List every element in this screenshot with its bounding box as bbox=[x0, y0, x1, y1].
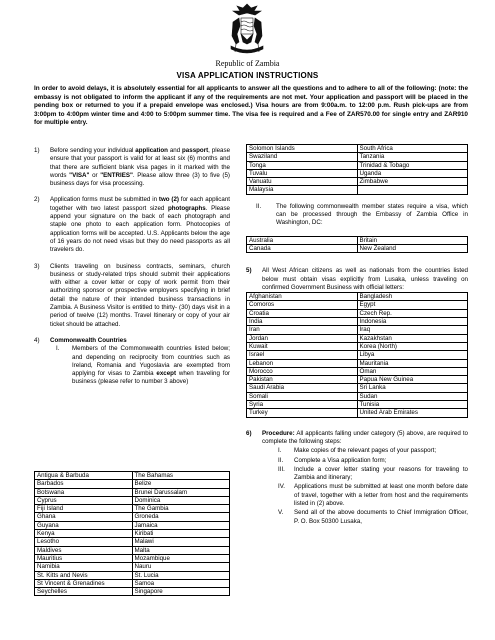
table-cell: Solomon Islands bbox=[247, 145, 358, 153]
table-row bbox=[247, 186, 468, 194]
table-cell: Britain bbox=[357, 236, 468, 244]
table-cell: Kenya bbox=[35, 530, 133, 538]
table-cell: South Africa bbox=[357, 145, 468, 153]
table-row bbox=[247, 409, 468, 417]
table-row bbox=[247, 334, 468, 342]
table-cell: Malaysia bbox=[247, 186, 358, 194]
procedure-step: V. Send all of the above documents to Chief Immigration Officer, P. O. Box 50300 Lusaka, bbox=[278, 509, 468, 525]
table-row bbox=[247, 351, 468, 359]
table-row bbox=[247, 392, 468, 400]
instruction-item-2: 2) Application forms must be submitted in two (2) for each applicant together with two latest passport sized photographs. Please append your signature on the back of each photograph and staple one photo to each application form. Photocopies of application forms will be accepted. U.S. Applicants below the age of 16 years do not need visas but they do need passports as all travelers do. bbox=[34, 196, 230, 254]
table-row bbox=[35, 571, 230, 579]
table-cell: Brunei Darussalam bbox=[132, 488, 230, 496]
table-row bbox=[247, 309, 468, 317]
table-row bbox=[247, 153, 468, 161]
commonwealth-countries-table bbox=[34, 471, 230, 596]
table-cell: United Arab Emirates bbox=[357, 409, 468, 417]
table-cell: Syria bbox=[247, 401, 358, 409]
table-cell: Mauritania bbox=[357, 359, 468, 367]
table-row bbox=[247, 178, 468, 186]
table-row bbox=[35, 554, 230, 562]
table-row bbox=[247, 384, 468, 392]
item-number: 5) bbox=[246, 267, 252, 275]
table-row bbox=[247, 376, 468, 384]
republic-heading: Republic of Zambia bbox=[215, 59, 280, 68]
table-cell: St. Lucia bbox=[132, 571, 230, 579]
table-cell: Comoros bbox=[247, 301, 358, 309]
table-cell: Fiji Island bbox=[35, 505, 133, 513]
commonwealth-table-wrapper bbox=[34, 471, 230, 596]
table-cell: Tunisia bbox=[357, 401, 468, 409]
table-cell: Botswana bbox=[35, 488, 133, 496]
table-cell: India bbox=[247, 318, 358, 326]
table-row bbox=[247, 145, 468, 153]
table-cell: Croatia bbox=[247, 309, 358, 317]
item-number: 6) bbox=[246, 429, 252, 437]
table-cell: Libya bbox=[357, 351, 468, 359]
table-cell: Namibia bbox=[35, 563, 133, 571]
table-cell bbox=[357, 186, 468, 194]
table-cell: Somali bbox=[247, 392, 358, 400]
procedure-step: I. Make copies of the relevant pages of your passport; bbox=[278, 447, 437, 455]
procedure-step: III. Include a cover letter stating your reasons for traveling to Zambia and itinerary; bbox=[278, 465, 468, 482]
item-number: 3) bbox=[34, 262, 40, 270]
table-cell: Tonga bbox=[247, 161, 358, 169]
instruction-item-4 bbox=[34, 337, 230, 387]
lusaka-visa-countries-table bbox=[246, 292, 468, 417]
table-cell: Tuvalu bbox=[247, 169, 358, 177]
procedure-steps bbox=[262, 447, 468, 526]
instruction-item-5: 5) All West African citizens as well as nationals from the countries listed below must obtain visas explicitly from Lusaka, unless traveling on confirmed Government Business with official letters: bbox=[246, 267, 468, 291]
left-column bbox=[34, 147, 230, 395]
table-cell: Kuwait bbox=[247, 342, 358, 350]
table-cell: Pakistan bbox=[247, 376, 358, 384]
table-cell: The Gambia bbox=[132, 505, 230, 513]
table-cell: Nauru bbox=[132, 563, 230, 571]
table-row bbox=[35, 513, 230, 521]
table-cell: Groneda bbox=[132, 513, 230, 521]
table-cell: Afghanistan bbox=[247, 293, 358, 301]
table-cell: Egypt bbox=[357, 301, 468, 309]
page-title: VISA APPLICATION INSTRUCTIONS bbox=[176, 71, 319, 80]
table-row bbox=[247, 244, 468, 252]
commonwealth-subitem-1: I. Members of the Commonwealth countries listed below; and depending on reciprocity from countries such as Ireland, Romania and Yugoslavia are exempted from applying for visas to Zambia except when traveling for business (please refer to number 3 above) bbox=[56, 345, 230, 386]
table-row bbox=[35, 472, 230, 480]
table-cell: Morocco bbox=[247, 367, 358, 375]
table-cell: Mauritius bbox=[35, 554, 133, 562]
table-row bbox=[247, 367, 468, 375]
table-row bbox=[35, 488, 230, 496]
procedure-step: II. Complete a Visa application form; bbox=[278, 456, 387, 464]
procedure-step: IV. Applications must be submitted at least one month before date of travel, together with a letter from host and the requirements listed in (2) above. bbox=[278, 483, 468, 507]
item-number: 2) bbox=[34, 196, 40, 204]
instruction-item-6: 6) Procedure: All applicants falling under category (5) above, are required to complete the following steps: I. Make copies of the relevant pages of your passport; II. Complete a Visa application form; III. Include a cover letter stating your reasons for traveling to Zambia and itinerary; IV. Applications must be submitted at least one month before date of travel, together with a letter from host and the requirements listed in (2) above. V. Send all of the above documents to Chief Immigration Officer, P. O. Box 50300 Lusaka, bbox=[246, 429, 468, 525]
table-cell: Lebanon bbox=[247, 359, 358, 367]
table-cell: Korea (North) bbox=[357, 342, 468, 350]
table-row bbox=[247, 318, 468, 326]
table-row bbox=[247, 342, 468, 350]
table-cell: Malta bbox=[132, 546, 230, 554]
table-cell: Barbados bbox=[35, 480, 133, 488]
coat-of-arms-icon bbox=[227, 2, 267, 58]
table-cell: Jordan bbox=[247, 334, 358, 342]
table-cell: Czech Rep. bbox=[357, 309, 468, 317]
table-row bbox=[35, 579, 230, 587]
table-row bbox=[35, 521, 230, 529]
table-cell: Saudi Arabia bbox=[247, 384, 358, 392]
table-row bbox=[247, 401, 468, 409]
table-cell: Ghana bbox=[35, 513, 133, 521]
table-cell: St Vincent & Grenadines bbox=[35, 579, 133, 587]
table-row bbox=[35, 546, 230, 554]
table-cell: Guyana bbox=[35, 521, 133, 529]
table-cell: Uganda bbox=[357, 169, 468, 177]
table-cell: Dominica bbox=[132, 496, 230, 504]
table-cell: Oman bbox=[357, 367, 468, 375]
procedure-label: Procedure: bbox=[262, 429, 295, 437]
table-cell: Canada bbox=[247, 244, 358, 252]
table-row bbox=[35, 505, 230, 513]
table-row bbox=[247, 169, 468, 177]
table-row bbox=[247, 236, 468, 244]
commonwealth-countries-table-continued bbox=[246, 144, 468, 195]
instruction-item-1: 1) Before sending your individual application and passport, please ensure that your passport is valid for at least six (6) months and that there are sufficient blank visa pages in it marked with the words "VISA" or "ENTRIES". Please allow three (3) to five (5) business days for visa processing. bbox=[34, 147, 231, 188]
table-cell: Kazakhstan bbox=[357, 334, 468, 342]
table-cell: The Bahamas bbox=[132, 472, 230, 480]
table-cell: Australia bbox=[247, 236, 358, 244]
table-cell: Papua New Guinea bbox=[357, 376, 468, 384]
table-cell: Kiribati bbox=[132, 530, 230, 538]
table-cell: Singapore bbox=[132, 588, 230, 596]
table-cell: Lesotho bbox=[35, 538, 133, 546]
table-row bbox=[35, 588, 230, 596]
table-cell: Maldives bbox=[35, 546, 133, 554]
table-cell: Cyprus bbox=[35, 496, 133, 504]
table-row bbox=[247, 301, 468, 309]
table-cell: Malawi bbox=[132, 538, 230, 546]
commonwealth-heading: Commonwealth Countries bbox=[50, 336, 127, 344]
table-cell: Sudan bbox=[357, 392, 468, 400]
table-cell: Turkey bbox=[247, 409, 358, 417]
commonwealth-subitem-2: II. The following commonwealth member states require a visa, which can be processed through the Embassy of Zambia Office in Washington, DC: bbox=[256, 202, 468, 227]
table-cell: Israel bbox=[247, 351, 358, 359]
table-cell: Jamaica bbox=[132, 521, 230, 529]
table-cell: Zimbabwe bbox=[357, 178, 468, 186]
item-number: 1) bbox=[34, 147, 40, 154]
table-cell: Trinidad & Tobago bbox=[357, 161, 468, 169]
table-cell: Samoa bbox=[132, 579, 230, 587]
table-row bbox=[247, 359, 468, 367]
table-cell: Sri Lanka bbox=[357, 384, 468, 392]
table-row bbox=[35, 563, 230, 571]
table-cell: St. Kitts and Nevis bbox=[35, 571, 133, 579]
table-cell: Vanuatu bbox=[247, 178, 358, 186]
instruction-item-3: 3) Clients traveling on business contracts, seminars, church business or study-related trips should submit their applications with either a cover letter or copy of work permit from their authorizing sponsor or prospective employers specifying in brief detail the nature of their intended business transactions in Zambia. A Business Visitor is entitled to thirty- (30) days visit in a period of twelve (12) months. Travel Itinerary or copy of your air ticket should be attached. bbox=[34, 262, 230, 328]
intro-paragraph: In order to avoid delays, it is absolutely essential for all applicants to answer all the questions and to adhere to all of the following: (note: the embassy is not obligated to inform the applicant if any of the requirements are not met. Your application and passport will be placed in the pending box or returned to you if a prepaid envelope was enclosed.) Visa hours are from 9:00a.m. to 12:00 p.m. Rush pick-ups are from 3:00pm to 4:00pm winter time and 4:00 to 5:00pm summer time. The visa fee is required and a Fee of ZAR570.00 for single entry and ZAR910 for multiple entry. bbox=[34, 85, 468, 127]
table-cell: Iran bbox=[247, 326, 358, 334]
table-cell: Bangladesh bbox=[357, 293, 468, 301]
table-row bbox=[247, 161, 468, 169]
table-cell: Antigua & Barbuda bbox=[35, 472, 133, 480]
table-cell: Swaziland bbox=[247, 153, 358, 161]
table-row bbox=[35, 530, 230, 538]
table-row bbox=[35, 480, 230, 488]
table-row bbox=[247, 326, 468, 334]
table-cell: Seychelles bbox=[35, 588, 133, 596]
table-row bbox=[35, 538, 230, 546]
table-row bbox=[247, 293, 468, 301]
table-cell: Indonesia bbox=[357, 318, 468, 326]
table-cell: Belize bbox=[132, 480, 230, 488]
table-cell: Tanzania bbox=[357, 153, 468, 161]
table-row bbox=[35, 496, 230, 504]
item-number: 4) bbox=[34, 336, 40, 344]
table-cell: Mozambique bbox=[132, 554, 230, 562]
visa-required-commonwealth-table bbox=[246, 236, 468, 254]
table-cell: Iraq bbox=[357, 326, 468, 334]
right-column bbox=[246, 144, 468, 534]
table-cell: New Zealand bbox=[357, 244, 468, 252]
